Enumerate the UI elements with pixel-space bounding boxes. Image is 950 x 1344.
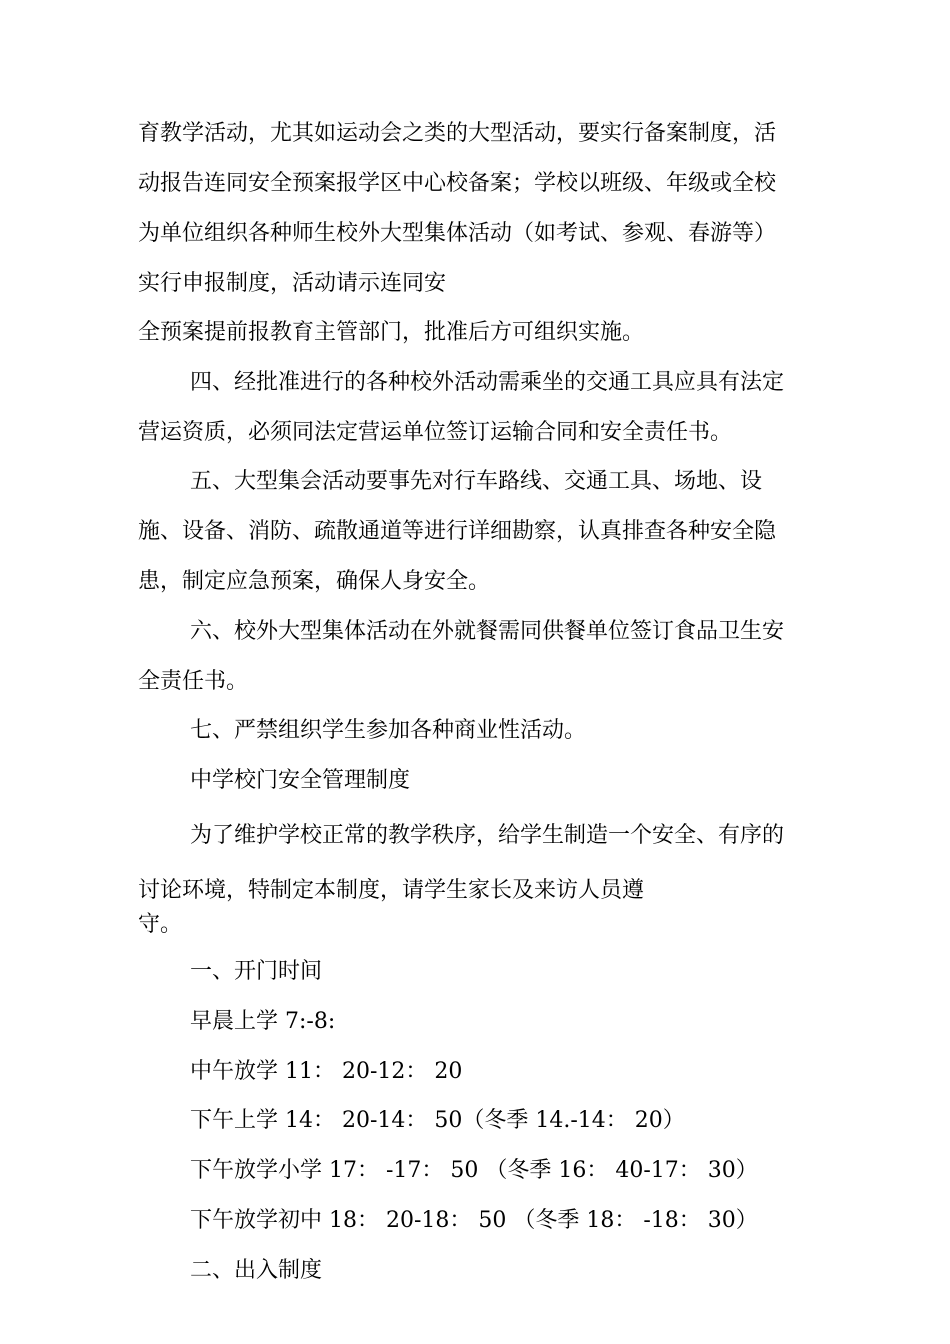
paragraph-line: 讨论环境，特制定本制度，请学生家长及来访人员遵 (138, 878, 645, 903)
paragraph-line: 患，制定应急预案，确保人身安全。 (138, 569, 491, 594)
paragraph-line: 营运资质，必须同法定营运单位签订运输合同和安全责任书。 (138, 420, 733, 445)
schedule-line: 下午放学初中 18： 20-18： 50 （冬季 18： -18： 30） (190, 1208, 758, 1233)
paragraph-line: 动报告连同安全预案报学区中心校备案；学校以班级、年级或全校 (138, 171, 777, 196)
paragraph-line: 全责任书。 (138, 669, 249, 694)
clause-five-line: 五、大型集会活动要事先对行车路线、交通工具、场地、设 (190, 469, 763, 494)
subsection-heading: 一、开门时间 (190, 959, 323, 984)
paragraph-line: 育教学活动，尤其如运动会之类的大型活动，要实行备案制度，活 (138, 121, 777, 146)
clause-four-line: 四、经批准进行的各种校外活动需乘坐的交通工具应具有法定 (190, 370, 785, 395)
paragraph-line: 为单位组织各种师生校外大型集体活动（如考试、参观、春游等） (138, 221, 777, 246)
schedule-line: 中午放学 11： 20-12： 20 (190, 1059, 463, 1084)
paragraph-line: 守。 (138, 912, 183, 937)
paragraph-line: 实行申报制度，活动请示连同安 (138, 271, 447, 296)
schedule-line: 下午上学 14： 20-14： 50（冬季 14.-14： 20） (190, 1108, 685, 1133)
paragraph-line: 全预案提前报教育主管部门，批准后方可组织实施。 (138, 320, 645, 345)
paragraph-line: 施、设备、消防、疏散通道等进行详细勘察，认真排查各种安全隐 (138, 519, 777, 544)
subsection-heading: 二、出入制度 (190, 1258, 323, 1283)
clause-seven-line: 七、严禁组织学生参加各种商业性活动。 (190, 718, 587, 743)
intro-line: 为了维护学校正常的教学秩序，给学生制造一个安全、有序的 (190, 823, 785, 848)
clause-six-line: 六、校外大型集体活动在外就餐需同供餐单位签订食品卫生安 (190, 619, 785, 644)
schedule-line: 下午放学小学 17： -17： 50 （冬季 16： 40-17： 30） (190, 1158, 758, 1183)
schedule-line: 早晨上学 7:-8: (190, 1009, 336, 1034)
section-heading: 中学校门安全管理制度 (190, 768, 411, 793)
